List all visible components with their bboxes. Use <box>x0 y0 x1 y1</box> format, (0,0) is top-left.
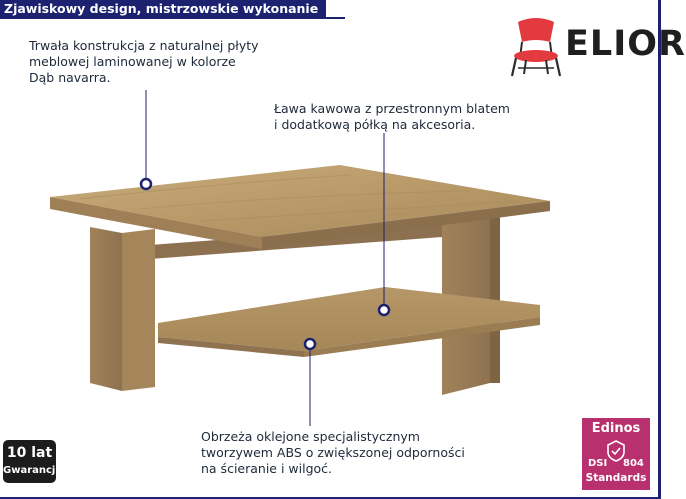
warranty-label: Gwarancji <box>3 465 59 476</box>
edinos-title: Edinos <box>591 421 641 436</box>
note-edge-line-1: Obrzeża oklejone specjalistycznym <box>201 429 420 444</box>
brand-name: ELIOR <box>565 24 686 64</box>
edinos-standards: Standards <box>585 472 647 484</box>
warranty-badge <box>3 440 59 483</box>
banner-title: Zjawiskowy design, mistrzowskie wykonanie <box>0 0 326 18</box>
note-construction-line-1: Trwała konstrukcja z naturalnej płyty <box>29 38 259 53</box>
note-shelf-line-2: i dodatkową półką na akcesoria. <box>274 117 476 132</box>
note-construction-line-3: Dąb navarra. <box>29 70 111 85</box>
edinos-certificate-badge <box>582 418 650 490</box>
edinos-number: 804 <box>623 458 644 469</box>
note-edge-line-3: na ścieranie i wilgoć. <box>201 461 333 476</box>
warranty-years: 10 lat <box>6 445 53 461</box>
note-shelf-line-1: Ława kawowa z przestronnym blatem <box>274 101 510 116</box>
note-edge-line-2: tworzywem ABS o zwiększonej odporności <box>201 445 465 460</box>
note-construction-line-2: meblowej laminowanej w kolorze <box>29 54 236 69</box>
edinos-dsi: DSI <box>588 458 608 469</box>
